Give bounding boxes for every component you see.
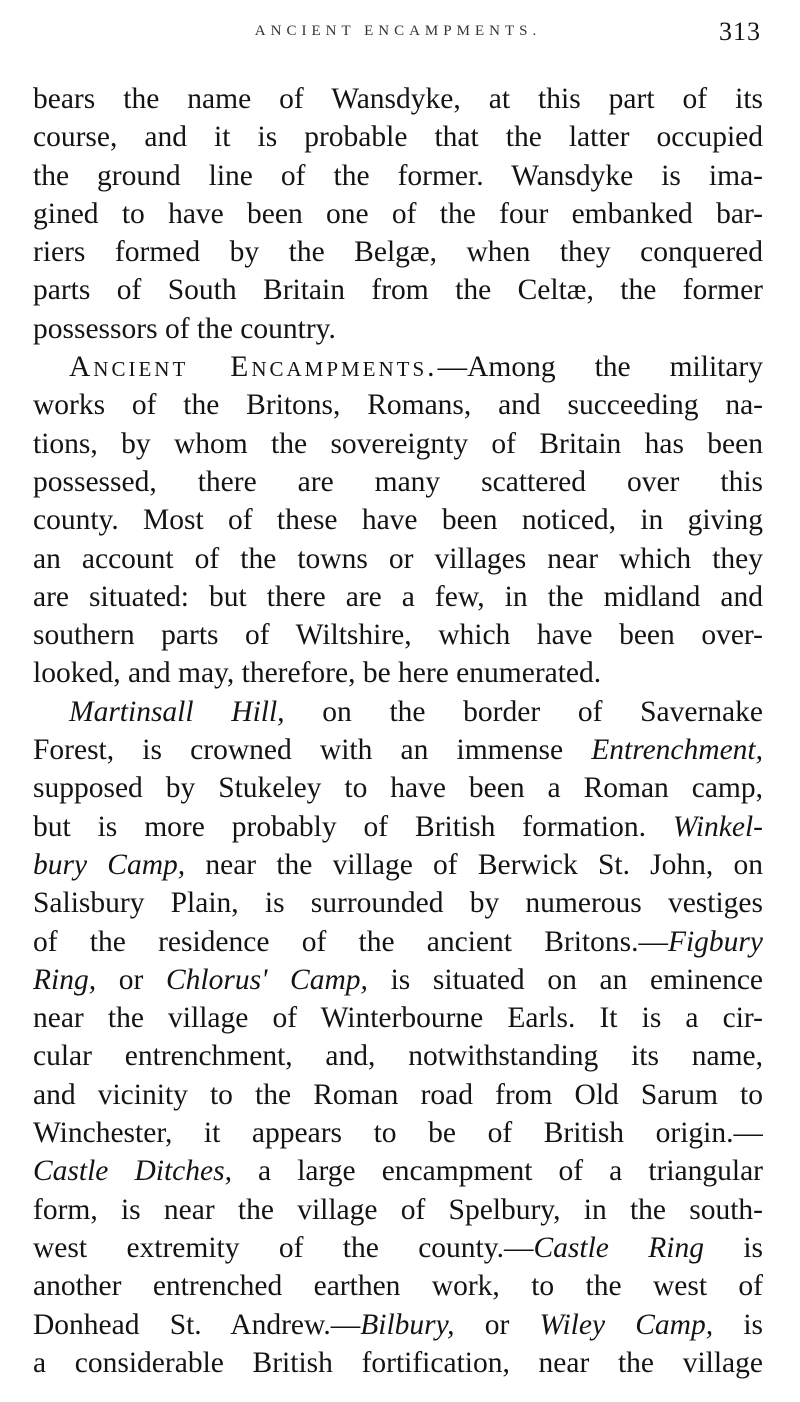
text-line: southern parts of Wiltshire, which have been over-: [33, 619, 763, 652]
text-line: riers formed by the Belgæ, when they conquered: [33, 236, 763, 269]
text-line: another entrenched earthen work, to the west of: [33, 1270, 763, 1303]
place-name: Bilbury,: [360, 1308, 455, 1341]
text-run: —Among the military: [437, 351, 763, 384]
text-run: is: [703, 1231, 763, 1264]
text-line: tions, by whom the sovereignty of Britain has been: [33, 427, 763, 460]
text-run: Donhead St. Andrew.—: [33, 1308, 361, 1341]
section-heading: Ancient Encampments.: [69, 351, 438, 384]
page-number: 313: [719, 17, 761, 46]
text-run: is situated on an eminence: [367, 963, 763, 996]
text-run: or: [96, 963, 166, 996]
place-name: Martinsall Hill,: [69, 695, 285, 728]
text-run: but is more probably of British formation.: [33, 810, 673, 843]
place-name: Castle Ditches,: [33, 1155, 232, 1188]
text-run: on the border of Savernake: [284, 695, 763, 728]
body-text: [33, 80, 763, 1382]
text-line: [33, 731, 763, 769]
text-line: [33, 693, 763, 731]
text-run: or: [454, 1308, 540, 1341]
book-page: [33, 0, 763, 1402]
text-line: are situated: but there are a few, in the midland and: [33, 580, 763, 613]
running-head: ANCIENT ENCAMPMENTS.: [254, 23, 542, 39]
place-name: Castle Ring: [533, 1231, 704, 1264]
text-line: an account of the towns or villages near which they: [33, 542, 763, 575]
text-run: west extremity of the county.—: [33, 1231, 534, 1264]
text-line: and vicinity to the Roman road from Old Sarum to: [33, 1078, 763, 1111]
text-run: of the residence of the ancient Britons.—: [33, 925, 668, 958]
text-line: [33, 348, 763, 386]
text-line: course, and it is probable that the latter occupied: [33, 121, 763, 154]
page-header: [33, 0, 763, 58]
paragraph-wansdyke: [33, 80, 763, 348]
place-name: Chlorus' Camp,: [166, 963, 368, 996]
text-line: [33, 923, 763, 961]
text-line: cular entrenchment, and, notwithstanding its name,: [33, 1040, 763, 1073]
text-line: near the village of Winterbourne Earls. It is a cir-: [33, 1002, 763, 1035]
text-line: a considerable British fortification, near the village: [33, 1346, 763, 1379]
text-line: supposed by Stukeley to have been a Roman camp,: [33, 772, 763, 805]
text-line: Salisbury Plain, is surrounded by numerous vestiges: [33, 887, 763, 920]
text-line: parts of South Britain from the Celtæ, the former: [33, 274, 763, 307]
place-name: Winkel-: [672, 810, 763, 843]
text-line: [33, 846, 763, 884]
paragraph-martinsall-hill: [33, 693, 763, 1382]
text-line: Winchester, it appears to be of British origin.—: [33, 1117, 763, 1150]
text-line: possessed, there are many scattered over this: [33, 465, 763, 498]
text-line: the ground line of the former. Wansdyke is ima-: [33, 159, 763, 192]
text-line: gined to have been one of the four embanked bar-: [33, 197, 763, 230]
place-name: Entrenchment,: [591, 734, 763, 767]
text-line: bears the name of Wansdyke, at this part of its: [33, 83, 763, 115]
text-run: a large encampment of a triangular: [231, 1155, 763, 1188]
text-line: county. Most of these have been noticed, in giving: [33, 504, 763, 537]
place-name: Ring,: [33, 963, 97, 996]
place-name: Figbury: [667, 925, 763, 958]
paragraph-ancient-encampments: [33, 348, 763, 693]
text-run: near the village of Berwick St. John, on: [185, 848, 763, 881]
place-name: bury Camp,: [33, 848, 186, 881]
text-line: [33, 1152, 763, 1190]
text-line: possessors of the country.: [33, 312, 336, 345]
text-line: looked, and may, therefore, be here enumerated.: [33, 657, 602, 690]
text-line: form, is near the village of Spelbury, in the south-: [33, 1193, 763, 1226]
text-line: [33, 1229, 763, 1267]
text-line: [33, 961, 763, 999]
text-line: [33, 1306, 763, 1344]
text-run: Forest, is crowned with an immense: [33, 734, 592, 767]
place-name: Wiley Camp,: [539, 1308, 714, 1341]
text-run: is: [713, 1308, 763, 1341]
text-line: [33, 808, 763, 846]
text-line: works of the Britons, Romans, and succeeding na-: [33, 389, 763, 422]
